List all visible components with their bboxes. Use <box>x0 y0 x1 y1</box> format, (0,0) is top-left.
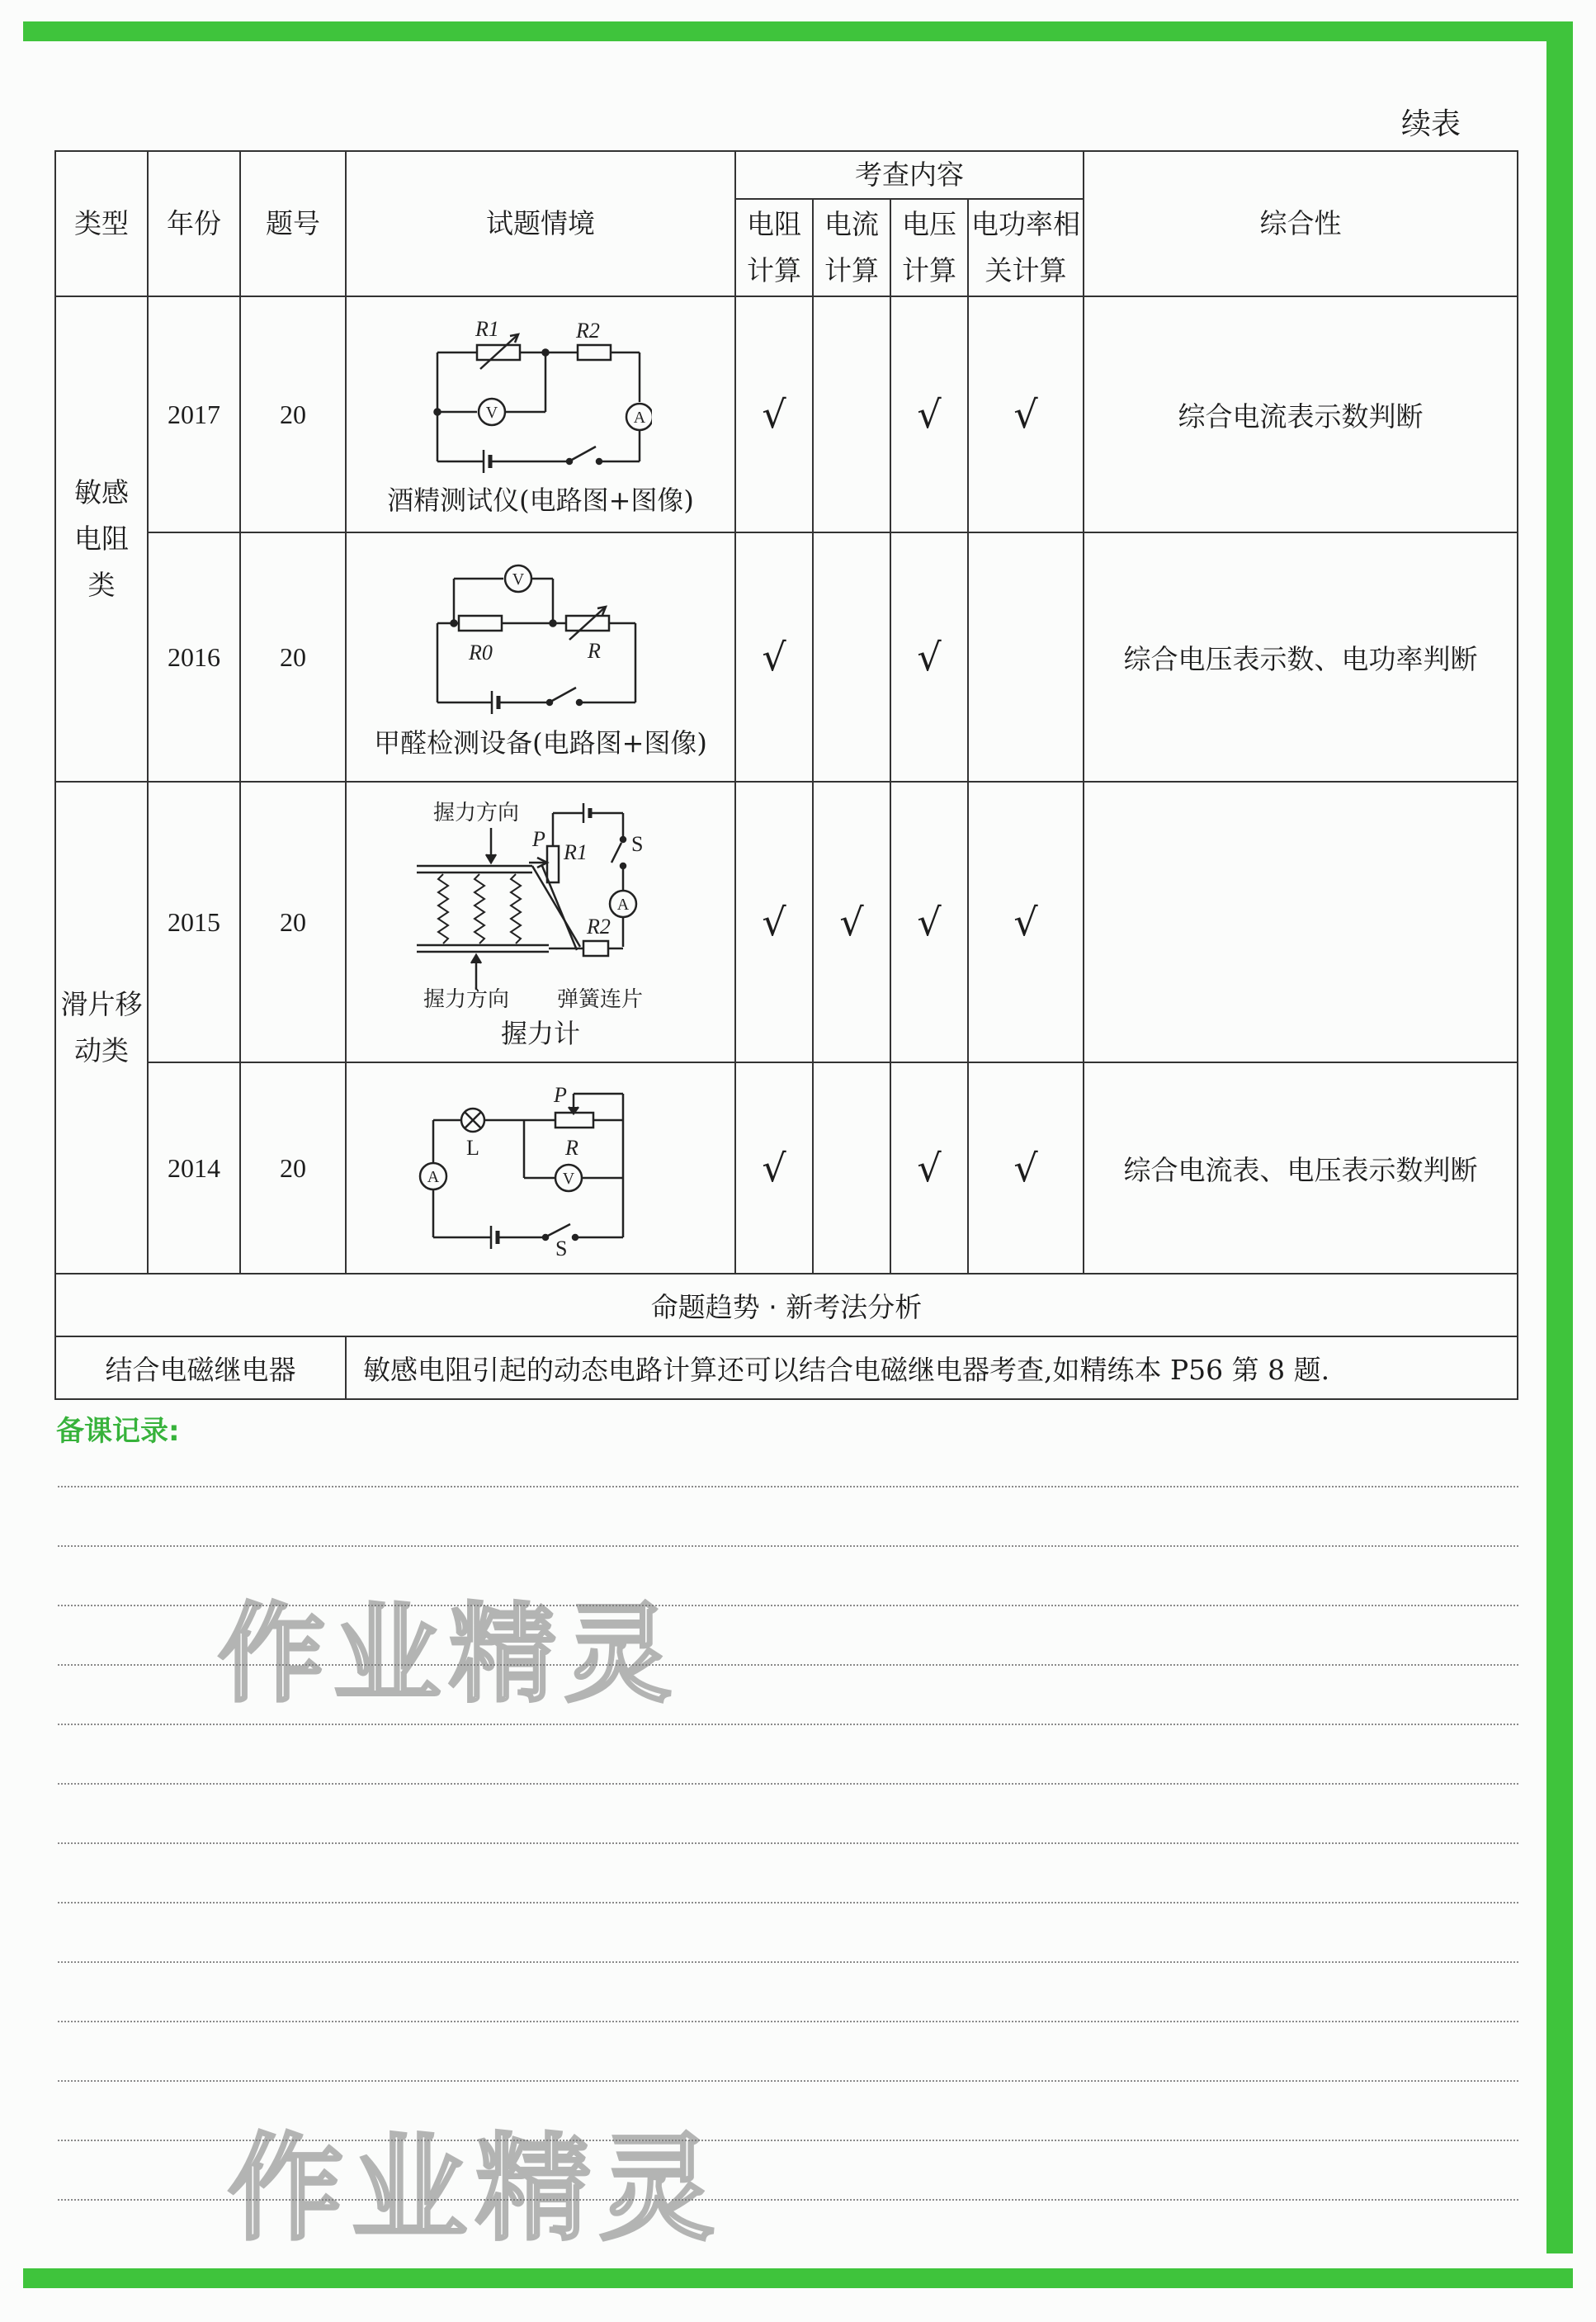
ammeter-label: A <box>616 896 630 914</box>
scene-caption: 酒精测试仪(电路图+图像) <box>387 485 694 516</box>
power-check: √ <box>968 782 1084 1062</box>
exam-analysis-table <box>54 150 1518 1400</box>
watermark: 作业精灵 <box>218 1591 681 1717</box>
year-cell: 2015 <box>148 782 240 1062</box>
note-label: 结合电磁继电器 <box>55 1336 346 1399</box>
table-row <box>55 782 1518 1062</box>
header-resistance: 电阻 计算 <box>735 199 813 296</box>
header-comprehensive: 综合性 <box>1084 151 1518 296</box>
label-r2: R2 <box>576 319 600 343</box>
record-line <box>58 1842 1518 1844</box>
label-r1: R1 <box>475 317 499 341</box>
top-border-bar <box>23 21 1573 41</box>
current-check <box>813 532 890 782</box>
number-cell: 20 <box>240 782 346 1062</box>
header-voltage: 电压 计算 <box>890 199 968 296</box>
resistance-check: √ <box>735 782 813 1062</box>
current-check <box>813 1062 890 1274</box>
scene-cell <box>346 532 735 782</box>
record-line <box>58 1724 1518 1725</box>
ammeter-label: A <box>633 409 646 427</box>
circuit-diagram-lamp-rheostat <box>417 1076 664 1257</box>
table-row <box>55 532 1518 782</box>
label-p: P <box>554 1083 567 1107</box>
type-cell-slider: 滑片移 动类 <box>55 782 148 1274</box>
scene-cell <box>346 1062 735 1274</box>
record-line <box>58 1486 1518 1487</box>
label-r: R <box>588 639 601 663</box>
resistance-check: √ <box>735 1062 813 1274</box>
header-content-group: 考查内容 <box>735 151 1084 199</box>
table-row <box>55 1062 1518 1274</box>
header-number: 题号 <box>240 151 346 296</box>
header-type: 类型 <box>55 151 148 296</box>
header-power: 电功率相 关计算 <box>968 199 1084 296</box>
record-line <box>58 1545 1518 1547</box>
header-current: 电流 计算 <box>813 199 890 296</box>
comprehensive-cell <box>1084 782 1518 1062</box>
scene-cell <box>346 782 735 1062</box>
scene-caption: 甲醛检测设备(电路图+图像) <box>374 727 707 759</box>
label-lamp-l: L <box>466 1136 479 1160</box>
scene-caption: 握力计 <box>500 1018 580 1049</box>
label-r0: R0 <box>469 641 493 664</box>
label-r1: R1 <box>564 840 588 864</box>
force-direction-bottom: 握力方向 <box>423 987 510 1010</box>
resistance-check: √ <box>735 296 813 532</box>
current-check <box>813 296 890 532</box>
current-check: √ <box>813 782 890 1062</box>
year-cell: 2017 <box>148 296 240 532</box>
scene-cell <box>346 296 735 532</box>
power-check <box>968 532 1084 782</box>
voltmeter-label: V <box>562 1170 575 1188</box>
year-cell: 2014 <box>148 1062 240 1274</box>
note-text: 敏感电阻引起的动态电路计算还可以结合电磁继电器考查,如精练本 P56 第 8 题. <box>346 1336 1518 1399</box>
trend-title: 命题趋势 · 新考法分析 <box>55 1274 1518 1336</box>
spring-plate-label: 弹簧连片 <box>557 987 644 1010</box>
bottom-border-bar <box>23 2268 1573 2288</box>
label-switch-s: S <box>555 1237 568 1257</box>
number-cell: 20 <box>240 296 346 532</box>
year-cell: 2016 <box>148 532 240 782</box>
voltage-check: √ <box>890 532 968 782</box>
record-line <box>58 1783 1518 1785</box>
watermark: 作业精灵 <box>228 2122 724 2257</box>
right-border-bar <box>1546 41 1573 2253</box>
label-p: P <box>532 827 545 851</box>
voltage-check: √ <box>890 782 968 1062</box>
table-row <box>55 296 1518 532</box>
record-line <box>58 1902 1518 1903</box>
comprehensive-cell: 综合电流表示数判断 <box>1084 296 1518 532</box>
number-cell: 20 <box>240 532 346 782</box>
force-direction-top: 握力方向 <box>433 801 520 825</box>
circuit-diagram-alcohol-tester <box>429 311 652 476</box>
header-year: 年份 <box>148 151 240 296</box>
record-line <box>58 2021 1518 2022</box>
label-switch-s: S <box>631 832 644 856</box>
label-r: R <box>565 1136 578 1160</box>
power-check: √ <box>968 1062 1084 1274</box>
power-check: √ <box>968 296 1084 532</box>
circuit-diagram-grip-meter <box>400 793 681 1010</box>
comprehensive-cell: 综合电压表示数、电功率判断 <box>1084 532 1518 782</box>
voltage-check: √ <box>890 1062 968 1274</box>
record-line <box>58 2080 1518 2082</box>
ammeter-label: A <box>427 1168 440 1186</box>
circuit-diagram-formaldehyde-detector <box>429 554 652 719</box>
label-r2: R2 <box>587 915 611 939</box>
trend-row <box>55 1274 1518 1336</box>
lesson-record-title: 备课记录: <box>56 1415 180 1448</box>
note-row <box>55 1336 1518 1399</box>
voltmeter-label: V <box>485 404 498 422</box>
header-scene: 试题情境 <box>346 151 735 296</box>
voltmeter-label: V <box>512 570 525 589</box>
number-cell: 20 <box>240 1062 346 1274</box>
continued-table-label: 续表 <box>1400 107 1461 141</box>
record-line <box>58 1961 1518 1963</box>
comprehensive-cell: 综合电流表、电压表示数判断 <box>1084 1062 1518 1274</box>
resistance-check: √ <box>735 532 813 782</box>
type-cell-sensitive: 敏感 电阻 类 <box>55 296 148 782</box>
voltage-check: √ <box>890 296 968 532</box>
